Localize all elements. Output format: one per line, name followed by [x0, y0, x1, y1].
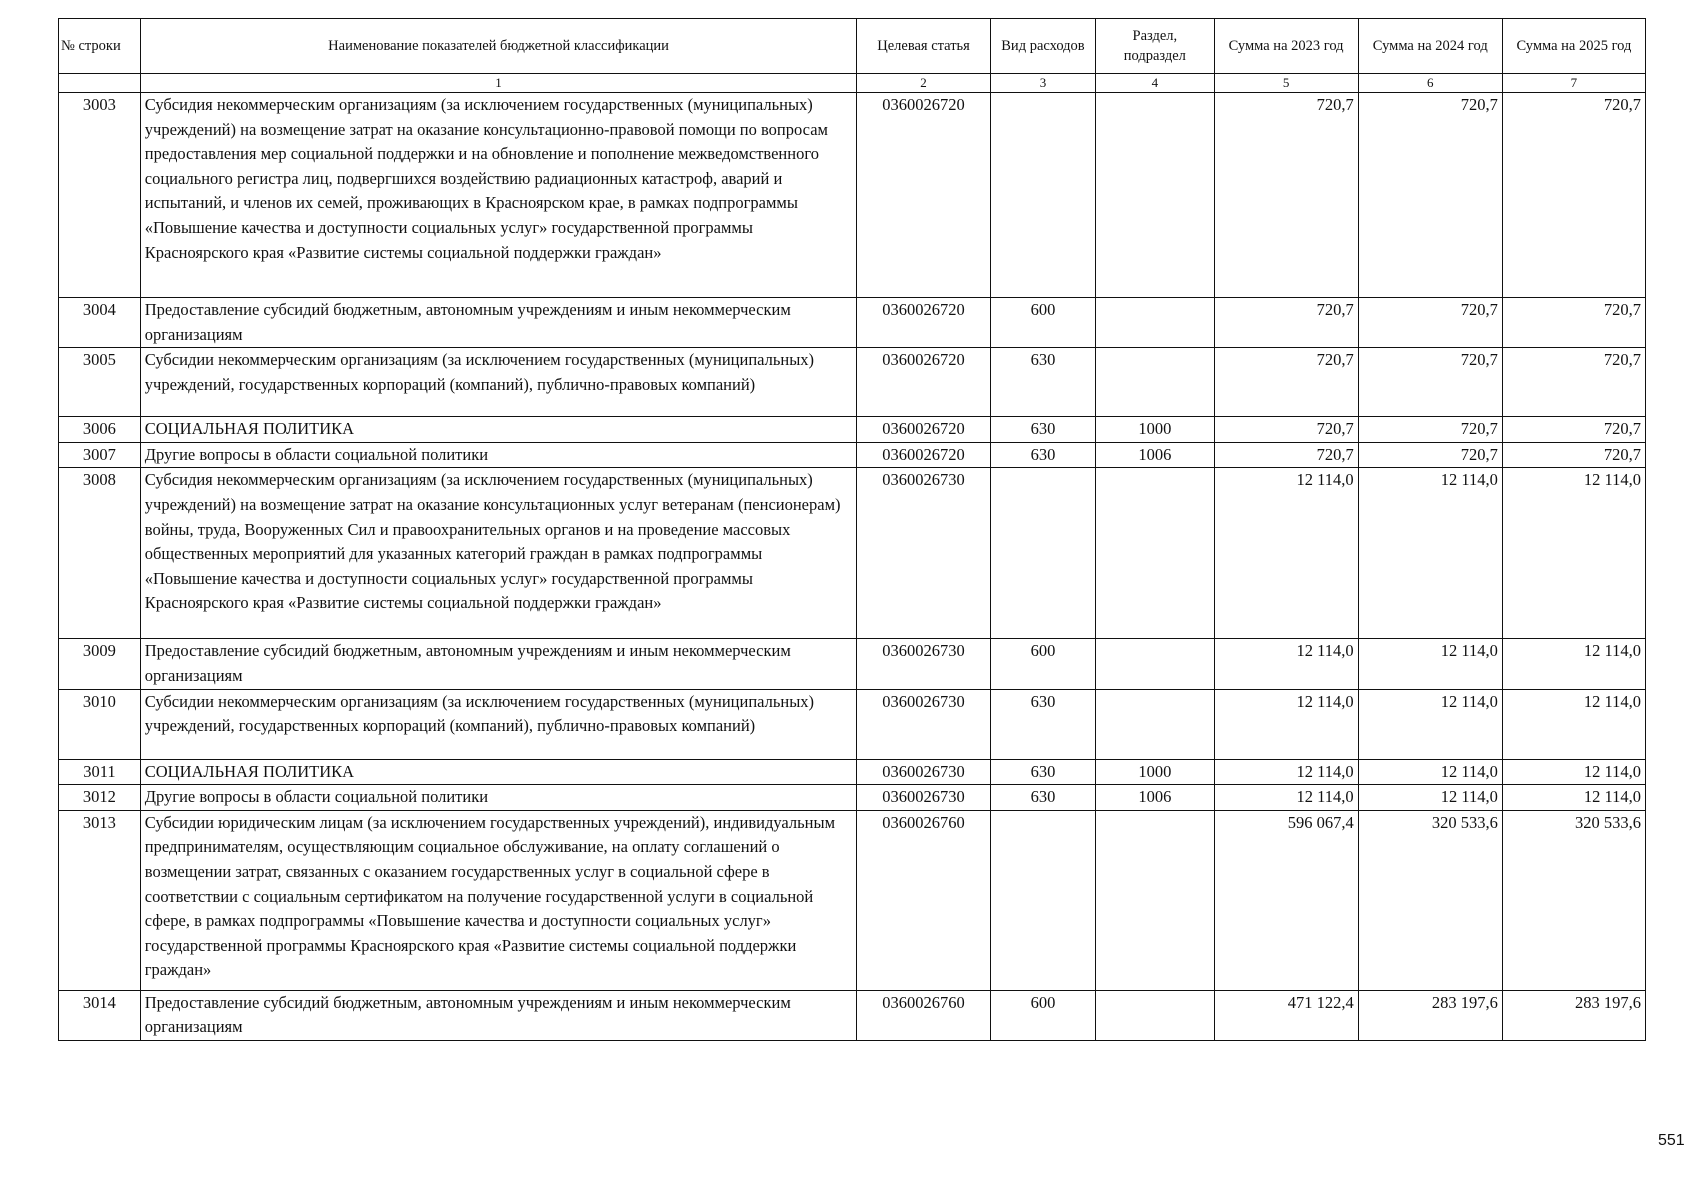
sum-2024-cell: 12 114,0 — [1358, 468, 1502, 639]
sum-2025-cell: 720,7 — [1502, 298, 1645, 348]
indicator-name-cell: Субсидии некоммерческим организациям (за исключением государственных (муниципальных) учреждений, государственных корпораций (компаний), публично-правовых компаний) — [140, 348, 857, 417]
indicator-name-cell: Предоставление субсидий бюджетным, автономным учреждениям и иным некоммерческим организациям — [140, 298, 857, 348]
sum-2024-cell: 720,7 — [1358, 417, 1502, 443]
row-number-cell: 3003 — [59, 93, 141, 298]
section-cell: 1006 — [1096, 785, 1214, 811]
sum-2025-cell: 12 114,0 — [1502, 759, 1645, 785]
row-number-cell: 3014 — [59, 990, 141, 1040]
target-article-cell: 0360026720 — [857, 442, 990, 468]
colnum-5: 5 — [1214, 74, 1358, 93]
sum-2024-cell: 12 114,0 — [1358, 639, 1502, 689]
table-header — [59, 19, 1646, 93]
sum-2023-cell: 12 114,0 — [1214, 689, 1358, 759]
section-cell — [1096, 810, 1214, 990]
expense-kind-cell: 600 — [990, 639, 1095, 689]
table-row — [59, 759, 1646, 785]
sum-2023-cell: 720,7 — [1214, 93, 1358, 298]
indicator-name-cell: СОЦИАЛЬНАЯ ПОЛИТИКА — [140, 417, 857, 443]
expense-kind-cell — [990, 810, 1095, 990]
section-cell: 1000 — [1096, 417, 1214, 443]
section-cell: 1006 — [1096, 442, 1214, 468]
target-article-cell: 0360026730 — [857, 689, 990, 759]
sum-2025-cell: 12 114,0 — [1502, 639, 1645, 689]
sum-2025-cell: 320 533,6 — [1502, 810, 1645, 990]
header-sum-2023: Сумма на 2023 год — [1214, 19, 1358, 74]
expense-kind-cell: 630 — [990, 689, 1095, 759]
target-article-cell: 0360026730 — [857, 639, 990, 689]
header-name: Наименование показателей бюджетной классификации — [140, 19, 857, 74]
sum-2024-cell: 720,7 — [1358, 298, 1502, 348]
sum-2025-cell: 12 114,0 — [1502, 785, 1645, 811]
sum-2023-cell: 720,7 — [1214, 417, 1358, 443]
row-number-cell: 3007 — [59, 442, 141, 468]
colnum-3: 3 — [990, 74, 1095, 93]
table-row — [59, 689, 1646, 759]
sum-2023-cell: 720,7 — [1214, 348, 1358, 417]
table-body — [59, 93, 1646, 1041]
indicator-name-cell: СОЦИАЛЬНАЯ ПОЛИТИКА — [140, 759, 857, 785]
expense-kind-cell: 600 — [990, 298, 1095, 348]
header-sum-2024: Сумма на 2024 год — [1358, 19, 1502, 74]
header-kind: Вид расходов — [990, 19, 1095, 74]
indicator-name-cell: Субсидии некоммерческим организациям (за исключением государственных (муниципальных) учреждений, государственных корпораций (компаний), публично-правовых компаний) — [140, 689, 857, 759]
row-number-cell: 3013 — [59, 810, 141, 990]
section-cell — [1096, 468, 1214, 639]
sum-2025-cell: 720,7 — [1502, 417, 1645, 443]
row-number-cell: 3010 — [59, 689, 141, 759]
expense-kind-cell — [990, 93, 1095, 298]
table-row — [59, 298, 1646, 348]
indicator-name-cell: Другие вопросы в области социальной политики — [140, 785, 857, 811]
colnum-6: 6 — [1358, 74, 1502, 93]
budget-table — [58, 18, 1646, 1041]
sum-2023-cell: 12 114,0 — [1214, 639, 1358, 689]
table-row — [59, 990, 1646, 1040]
expense-kind-cell: 600 — [990, 990, 1095, 1040]
indicator-name-cell: Предоставление субсидий бюджетным, автономным учреждениям и иным некоммерческим организациям — [140, 990, 857, 1040]
section-cell — [1096, 348, 1214, 417]
sum-2024-cell: 12 114,0 — [1358, 689, 1502, 759]
sum-2023-cell: 720,7 — [1214, 298, 1358, 348]
target-article-cell: 0360026720 — [857, 298, 990, 348]
sum-2023-cell: 720,7 — [1214, 442, 1358, 468]
sum-2024-cell: 720,7 — [1358, 93, 1502, 298]
sum-2024-cell: 12 114,0 — [1358, 759, 1502, 785]
sum-2024-cell: 283 197,6 — [1358, 990, 1502, 1040]
sum-2024-cell: 12 114,0 — [1358, 785, 1502, 811]
target-article-cell: 0360026730 — [857, 759, 990, 785]
table-row — [59, 417, 1646, 443]
target-article-cell: 0360026720 — [857, 348, 990, 417]
expense-kind-cell: 630 — [990, 759, 1095, 785]
row-number-cell: 3008 — [59, 468, 141, 639]
indicator-name-cell: Другие вопросы в области социальной политики — [140, 442, 857, 468]
row-number-cell: 3012 — [59, 785, 141, 811]
section-cell — [1096, 93, 1214, 298]
table-row — [59, 639, 1646, 689]
page-number: 551 — [1658, 1132, 1685, 1149]
sum-2024-cell: 720,7 — [1358, 348, 1502, 417]
indicator-name-cell: Предоставление субсидий бюджетным, автономным учреждениям и иным некоммерческим организациям — [140, 639, 857, 689]
target-article-cell: 0360026760 — [857, 990, 990, 1040]
target-article-cell: 0360026720 — [857, 417, 990, 443]
expense-kind-cell: 630 — [990, 442, 1095, 468]
budget-page — [58, 18, 1646, 1041]
expense-kind-cell: 630 — [990, 417, 1095, 443]
sum-2024-cell: 320 533,6 — [1358, 810, 1502, 990]
expense-kind-cell: 630 — [990, 785, 1095, 811]
table-row — [59, 785, 1646, 811]
section-cell — [1096, 298, 1214, 348]
colnum-2: 2 — [857, 74, 990, 93]
section-cell — [1096, 990, 1214, 1040]
sum-2025-cell: 720,7 — [1502, 348, 1645, 417]
colnum-7: 7 — [1502, 74, 1645, 93]
row-number-cell: 3011 — [59, 759, 141, 785]
indicator-name-cell: Субсидия некоммерческим организациям (за исключением государственных (муниципальных) учреждений) на возмещение затрат на оказание консультационных услуг ветеранам (пенсионерам) войны, труда, Вооруженных Сил и правоохранительных органов и на проведение массовых общественных мероприятий для указанных категорий граждан в рамках подпрограммы «Повышение качества и доступности социальных услуг» государственной программы Красноярского края «Развитие системы социальной поддержки граждан» — [140, 468, 857, 639]
row-number-cell: 3004 — [59, 298, 141, 348]
table-row — [59, 442, 1646, 468]
table-row — [59, 93, 1646, 298]
sum-2025-cell: 720,7 — [1502, 93, 1645, 298]
header-row-no: № строки — [59, 19, 141, 74]
section-cell: 1000 — [1096, 759, 1214, 785]
sum-2023-cell: 471 122,4 — [1214, 990, 1358, 1040]
colnum-0 — [59, 74, 141, 93]
sum-2025-cell: 12 114,0 — [1502, 689, 1645, 759]
sum-2023-cell: 12 114,0 — [1214, 759, 1358, 785]
row-number-cell: 3006 — [59, 417, 141, 443]
table-row — [59, 810, 1646, 990]
indicator-name-cell: Субсидия некоммерческим организациям (за исключением государственных (муниципальных) учреждений) на возмещение затрат на оказание консультационно-правовой помощи по вопросам предоставления мер социальной поддержки и на обновление и пополнение межведомственного социального регистра лиц, подвергшихся воздействию радиационных катастроф, аварий и испытаний, и членов их семей, проживающих в Красноярском крае, в рамках подпрограммы «Повышение качества и доступности социальных услуг» государственной программы Красноярского края «Развитие системы социальной поддержки граждан» — [140, 93, 857, 298]
sum-2023-cell: 596 067,4 — [1214, 810, 1358, 990]
target-article-cell: 0360026760 — [857, 810, 990, 990]
sum-2023-cell: 12 114,0 — [1214, 785, 1358, 811]
indicator-name-cell: Субсидии юридическим лицам (за исключением государственных учреждений), индивидуальным предпринимателям, осуществляющим социальное обслуживание, на оплату соглашений о возмещении затрат, связанных с оказанием государственных услуг в социальной сфере в соответствии с социальным сертификатом на получение государственной услуги в социальной сфере, в рамках подпрограммы «Повышение качества и доступности социальных услуг» государственной программы Красноярского края «Развитие системы социальной поддержки граждан» — [140, 810, 857, 990]
expense-kind-cell: 630 — [990, 348, 1095, 417]
target-article-cell: 0360026730 — [857, 468, 990, 639]
sum-2023-cell: 12 114,0 — [1214, 468, 1358, 639]
target-article-cell: 0360026730 — [857, 785, 990, 811]
sum-2024-cell: 720,7 — [1358, 442, 1502, 468]
table-row — [59, 348, 1646, 417]
sum-2025-cell: 283 197,6 — [1502, 990, 1645, 1040]
row-number-cell: 3005 — [59, 348, 141, 417]
header-section: Раздел, подраздел — [1096, 19, 1214, 74]
section-cell — [1096, 689, 1214, 759]
section-cell — [1096, 639, 1214, 689]
target-article-cell: 0360026720 — [857, 93, 990, 298]
row-number-cell: 3009 — [59, 639, 141, 689]
header-sum-2025: Сумма на 2025 год — [1502, 19, 1645, 74]
expense-kind-cell — [990, 468, 1095, 639]
sum-2025-cell: 12 114,0 — [1502, 468, 1645, 639]
table-row — [59, 468, 1646, 639]
header-target: Целевая статья — [857, 19, 990, 74]
colnum-1: 1 — [140, 74, 857, 93]
sum-2025-cell: 720,7 — [1502, 442, 1645, 468]
colnum-4: 4 — [1096, 74, 1214, 93]
